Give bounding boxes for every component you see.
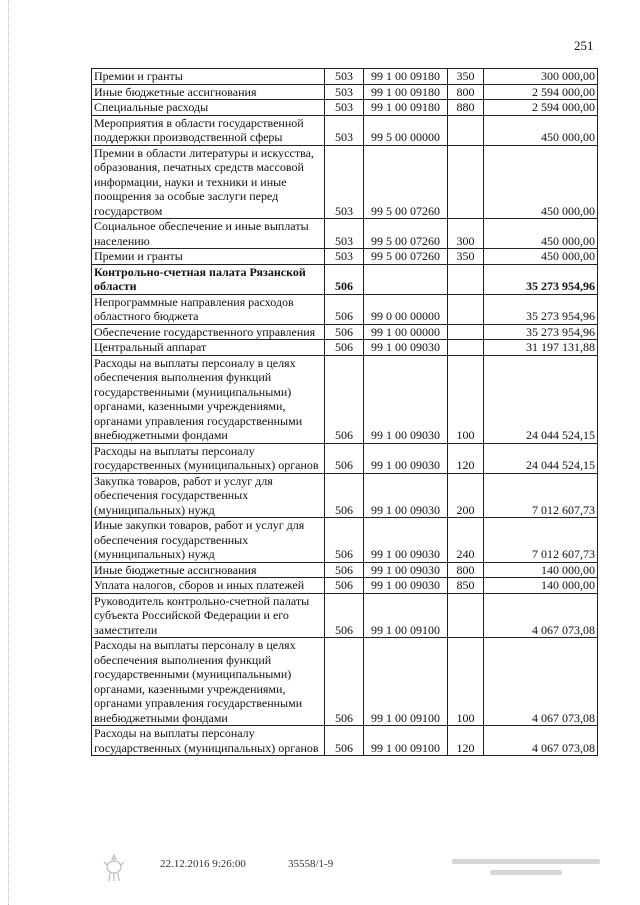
row-name: Непрограммные направления расходов областного бюджета <box>92 294 325 324</box>
row-expense-type: 100 <box>448 355 484 443</box>
row-section: 503 <box>325 100 364 116</box>
row-code: 99 5 00 00000 <box>364 115 448 145</box>
row-expense-type: 200 <box>448 473 484 518</box>
row-section: 503 <box>325 115 364 145</box>
table-row <box>92 340 598 356</box>
row-name: Руководитель контрольно-счетной палаты субъекта Российской Федерации и его заместители <box>92 593 325 638</box>
footer-document-number: 35558/1-9 <box>288 858 334 870</box>
row-amount: 4 067 073,08 <box>484 593 598 638</box>
row-section: 506 <box>325 264 364 294</box>
row-amount: 140 000,00 <box>484 578 598 594</box>
row-amount: 4 067 073,08 <box>484 726 598 756</box>
row-section: 506 <box>325 593 364 638</box>
row-code: 99 0 00 00000 <box>364 294 448 324</box>
faint-stamp-mark <box>452 857 602 881</box>
row-expense-type: 350 <box>448 249 484 265</box>
row-section: 506 <box>325 355 364 443</box>
row-expense-type: 350 <box>448 69 484 85</box>
table-row <box>92 69 598 85</box>
row-name: Расходы на выплаты персоналу в целях обеспечения выполнения функций государственными (муниципальными) органами, казенными учреждениями, органами управления государственными внебюджетными фондами <box>92 638 325 726</box>
row-expense-type: 100 <box>448 638 484 726</box>
table-row <box>92 473 598 518</box>
table-row <box>92 115 598 145</box>
row-name: Иные закупки товаров, работ и услуг для обеспечения государственных (муниципальных) нужд <box>92 518 325 563</box>
row-section: 503 <box>325 84 364 100</box>
row-name: Премии в области литературы и искусства, образования, печатных средств массовой информации, науки и техники и иные поощрения за особые заслуги перед государством <box>92 145 325 219</box>
row-expense-type: 800 <box>448 84 484 100</box>
table-row <box>92 443 598 473</box>
row-section: 506 <box>325 638 364 726</box>
row-name: Расходы на выплаты персоналу государственных (муниципальных) органов <box>92 726 325 756</box>
table-row <box>92 578 598 594</box>
row-section: 506 <box>325 324 364 340</box>
table-row <box>92 249 598 265</box>
row-amount: 2 594 000,00 <box>484 84 598 100</box>
row-name: Уплата налогов, сборов и иных платежей <box>92 578 325 594</box>
row-code: 99 5 00 07260 <box>364 219 448 249</box>
emblem-icon <box>103 853 125 883</box>
page-number: 251 <box>574 38 594 53</box>
row-code: 99 1 00 09030 <box>364 443 448 473</box>
row-code: 99 1 00 09100 <box>364 726 448 756</box>
table-row <box>92 638 598 726</box>
table-row <box>92 726 598 756</box>
row-name: Социальное обеспечение и иные выплаты населению <box>92 219 325 249</box>
row-amount: 300 000,00 <box>484 69 598 85</box>
table-row <box>92 294 598 324</box>
row-amount: 2 594 000,00 <box>484 100 598 116</box>
row-name: Центральный аппарат <box>92 340 325 356</box>
row-amount: 450 000,00 <box>484 219 598 249</box>
row-expense-type: 850 <box>448 578 484 594</box>
row-code: 99 1 00 09030 <box>364 355 448 443</box>
row-amount: 24 044 524,15 <box>484 355 598 443</box>
row-code: 99 1 00 09180 <box>364 69 448 85</box>
page-edge-rule <box>8 0 9 905</box>
row-amount: 450 000,00 <box>484 145 598 219</box>
row-amount: 31 197 131,88 <box>484 340 598 356</box>
row-code: 99 1 00 09030 <box>364 473 448 518</box>
row-amount: 140 000,00 <box>484 562 598 578</box>
table-row <box>92 324 598 340</box>
table-row <box>92 84 598 100</box>
row-expense-type <box>448 324 484 340</box>
row-code: 99 1 00 09180 <box>364 84 448 100</box>
row-expense-type <box>448 340 484 356</box>
row-section: 503 <box>325 69 364 85</box>
row-code: 99 5 00 07260 <box>364 145 448 219</box>
row-name: Закупка товаров, работ и услуг для обеспечения государственных (муниципальных) нужд <box>92 473 325 518</box>
row-expense-type <box>448 593 484 638</box>
row-name: Премии и гранты <box>92 69 325 85</box>
row-code <box>364 264 448 294</box>
row-section: 503 <box>325 219 364 249</box>
row-amount: 450 000,00 <box>484 115 598 145</box>
row-section: 506 <box>325 443 364 473</box>
row-section: 503 <box>325 145 364 219</box>
budget-table-body <box>92 69 598 756</box>
table-row <box>92 518 598 563</box>
row-expense-type <box>448 115 484 145</box>
row-name: Иные бюджетные ассигнования <box>92 84 325 100</box>
footer-datetime: 22.12.2016 9:26:00 <box>160 858 246 870</box>
row-code: 99 1 00 00000 <box>364 324 448 340</box>
row-name: Расходы на выплаты персоналу государственных (муниципальных) органов <box>92 443 325 473</box>
row-expense-type <box>448 294 484 324</box>
table-row <box>92 264 598 294</box>
row-expense-type: 240 <box>448 518 484 563</box>
row-name: Контрольно-счетная палата Рязанской области <box>92 264 325 294</box>
row-expense-type: 300 <box>448 219 484 249</box>
table-row <box>92 145 598 219</box>
row-section: 506 <box>325 562 364 578</box>
row-amount: 24 044 524,15 <box>484 443 598 473</box>
row-section: 506 <box>325 518 364 563</box>
row-code: 99 1 00 09030 <box>364 340 448 356</box>
row-section: 506 <box>325 473 364 518</box>
row-code: 99 1 00 09030 <box>364 562 448 578</box>
row-section: 506 <box>325 726 364 756</box>
row-section: 506 <box>325 578 364 594</box>
table-row <box>92 100 598 116</box>
row-amount: 35 273 954,96 <box>484 294 598 324</box>
row-amount: 7 012 607,73 <box>484 518 598 563</box>
row-code: 99 1 00 09030 <box>364 578 448 594</box>
row-amount: 4 067 073,08 <box>484 638 598 726</box>
row-expense-type: 120 <box>448 726 484 756</box>
row-code: 99 1 00 09100 <box>364 638 448 726</box>
row-code: 99 5 00 07260 <box>364 249 448 265</box>
table-row <box>92 593 598 638</box>
row-expense-type: 800 <box>448 562 484 578</box>
row-section: 503 <box>325 249 364 265</box>
budget-table <box>91 68 598 756</box>
row-section: 506 <box>325 294 364 324</box>
row-expense-type: 120 <box>448 443 484 473</box>
row-amount: 7 012 607,73 <box>484 473 598 518</box>
row-name: Расходы на выплаты персоналу в целях обеспечения выполнения функций государственными (муниципальными) органами, казенными учреждениями, органами управления государственными внебюджетными фондами <box>92 355 325 443</box>
table-row <box>92 562 598 578</box>
row-name: Специальные расходы <box>92 100 325 116</box>
row-code: 99 1 00 09180 <box>364 100 448 116</box>
row-name: Мероприятия в области государственной поддержки производственной сферы <box>92 115 325 145</box>
row-expense-type <box>448 145 484 219</box>
row-amount: 450 000,00 <box>484 249 598 265</box>
row-name: Иные бюджетные ассигнования <box>92 562 325 578</box>
row-code: 99 1 00 09100 <box>364 593 448 638</box>
row-name: Премии и гранты <box>92 249 325 265</box>
row-expense-type: 880 <box>448 100 484 116</box>
row-amount: 35 273 954,96 <box>484 264 598 294</box>
row-amount: 35 273 954,96 <box>484 324 598 340</box>
row-name: Обеспечение государственного управления <box>92 324 325 340</box>
table-row <box>92 219 598 249</box>
row-code: 99 1 00 09030 <box>364 518 448 563</box>
row-section: 506 <box>325 340 364 356</box>
row-expense-type <box>448 264 484 294</box>
table-row <box>92 355 598 443</box>
